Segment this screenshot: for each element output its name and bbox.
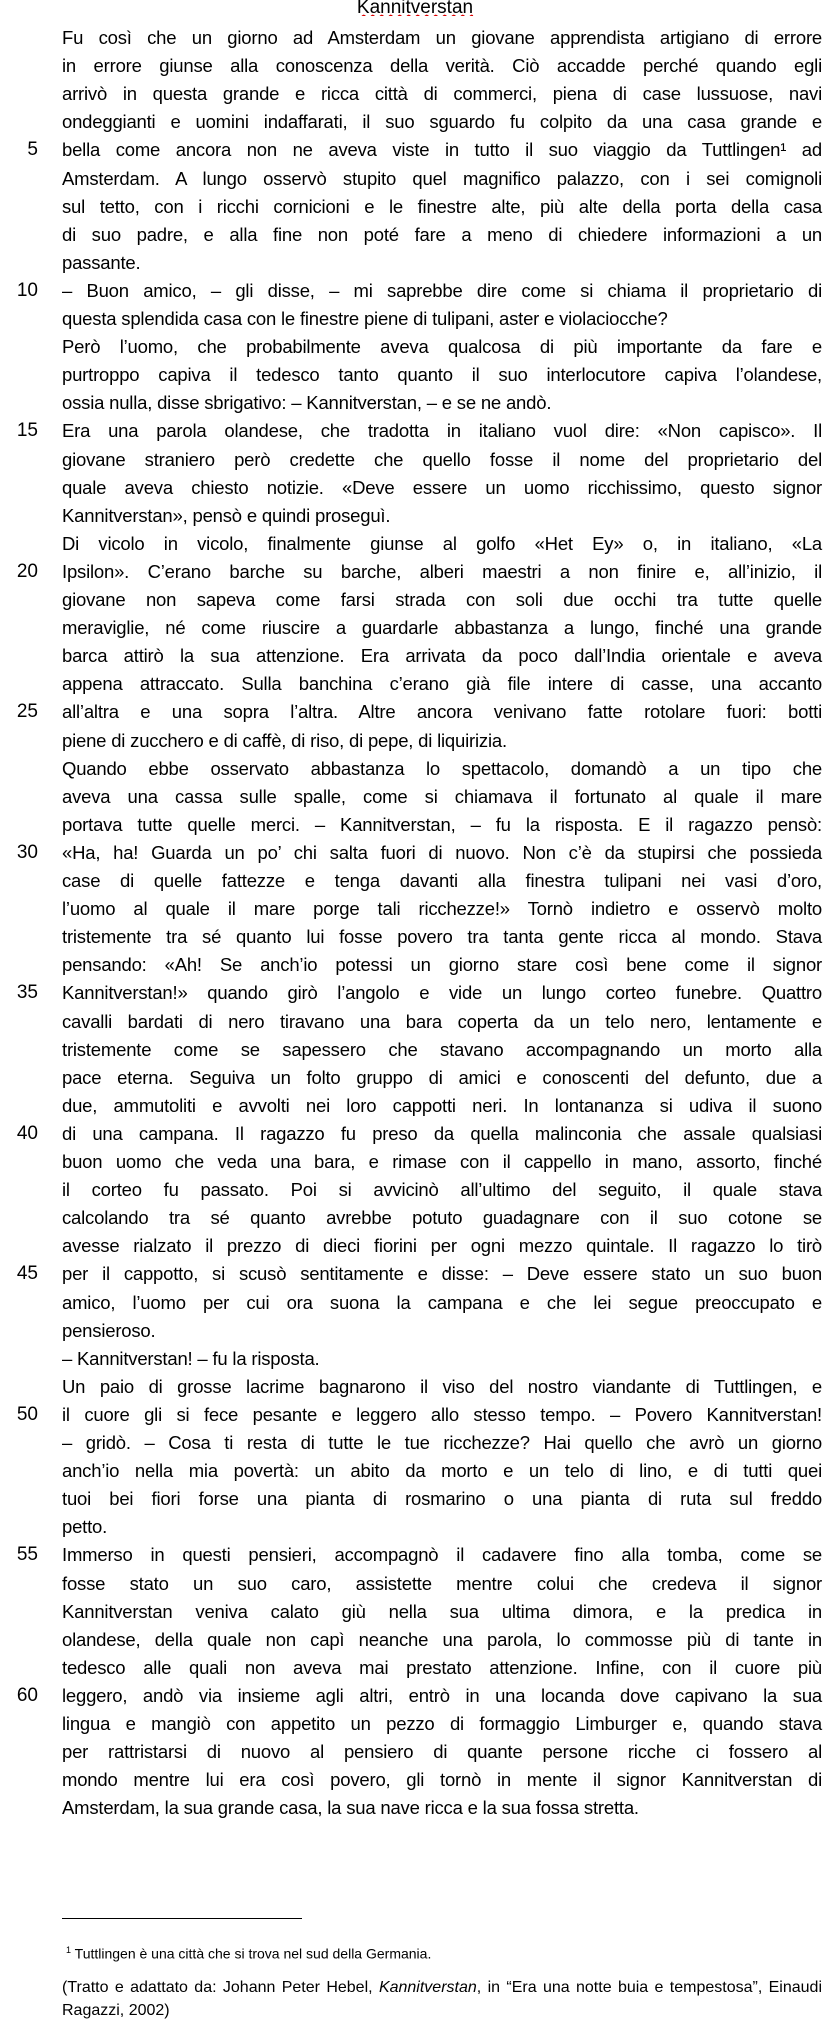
text-line: tuoi bei fiori forse una pianta di rosmarino o una pianta di ruta sul freddo [62,1488,822,1509]
footnote-separator [62,1918,302,1919]
text-line: di una campana. Il ragazzo fu preso da quella malinconia che assale qualsiasi [62,1123,822,1144]
line-number: 45 [16,1263,38,1284]
text-line: – gridò. – Cosa ti resta di tutte le tue ricchezze? Hai quello che avrò un giorno [62,1432,822,1453]
text-line: Un paio di grosse lacrime bagnarono il viso del nostro viandante di Tuttlingen, e [62,1376,822,1397]
text-line: case di quelle fattezze e tenga davanti alla finestra tulipani nei vasi d’oro, [62,870,822,891]
text-line: all’altra e una sopra l’altra. Altre ancora venivano fatte rotolare fuori: botti [62,701,822,722]
text-line: arrivò in questa grande e ricca città di commerci, piena di case lussuose, navi [62,83,822,104]
text-line: passante. [62,252,141,273]
line-number: 20 [16,561,38,582]
title-text: Kannitverstan [356,0,474,16]
text-line: il cuore gli si fece pesante e leggero allo stesso tempo. – Povero Kannitverstan! [62,1404,822,1425]
text-line: sul tetto, con i ricchi cornicioni e le finestre alte, più alte della porta della casa [62,196,822,217]
text-line: meraviglie, né come riuscire a guardarle abbastanza a lungo, finché una grande [62,617,822,638]
text-line: Di vicolo in vicolo, finalmente giunse al golfo «Het Ey» o, in italiano, «La [62,533,822,554]
source-prefix: (Tratto e adattato da: Johann Peter Hebel, [62,1979,379,1996]
text-line: Kannitverstan», pensò e quindi proseguì. [62,505,391,526]
text-line: amico, l’uomo per cui ora suona la campana e che lei segue preoccupato e [62,1292,822,1313]
text-line: petto. [62,1516,108,1537]
text-line: olandese, della quale non capì neanche una parola, lo commosse più di tante in [62,1629,822,1650]
line-number: 15 [16,420,38,441]
line-number: 55 [16,1544,38,1565]
text-line: Quando ebbe osservato abbastanza lo spettacolo, domandò a un tipo che [62,758,822,779]
text-line: ondeggianti e uomini indaffarati, il suo sguardo fu colpito da una casa grande e [62,111,822,132]
text-line: aveva una cassa sulle spalle, come si chiamava il fortunato al quale il mare [62,786,822,807]
line-number: 35 [16,982,38,1003]
text-line: barca attirò la sua attenzione. Era arrivata da poco dall’India orientale e aveva [62,645,822,666]
text-line: cavalli bardati di nero tiravano una bara coperta da un telo nero, lentamente e [62,1011,822,1032]
text-line: bella come ancora non ne aveva viste in tutto il suo viaggio da Tuttlingen¹ ad [62,139,822,160]
text-line: fosse stato un suo caro, assistette mentre colui che credeva il signor [62,1573,822,1594]
text-line: giovane straniero però credette che quello fosse il nome del proprietario del [62,449,822,470]
text-line: quale aveva chiesto notizie. «Deve essere un uomo ricchissimo, questo signor [62,477,822,498]
text-line: pensieroso. [62,1320,156,1341]
text-line: tristemente come se sapessero che stavano accompagnando un morto alla [62,1039,822,1060]
source-work-title: Kannitverstan [378,1979,477,1996]
text-line: purtroppo capiva il tedesco tanto quanto il suo interlocutore capiva l’olandese, [62,364,822,385]
text-line: due, ammutoliti e avvolti nei loro cappotti neri. In lontananza si udiva il suono [62,1095,822,1116]
text-line: Kannitverstan!» quando girò l’angolo e vide un lungo corteo funebre. Quattro [62,982,822,1003]
text-line: pace eterna. Seguiva un folto gruppo di amici e conoscenti del defunto, due a [62,1067,822,1088]
text-line: di suo padre, e alla fine non poté fare a meno di chiedere informazioni a un [62,224,822,245]
text-line: in errore giunse alla conoscenza della verità. Ciò accadde perché quando egli [62,55,822,76]
source-citation [62,1976,822,2022]
text-line: portava tutte quelle merci. – Kannitverstan, – fu la risposta. E il ragazzo pensò: [62,814,822,835]
text-line: Però l’uomo, che probabilmente aveva qualcosa di più importante da fare e [62,336,822,357]
text-line: calcolando tra sé quanto avrebbe potuto guadagnare con il suo cotone se [62,1207,822,1228]
text-line: mondo mentre lui era così povero, gli tornò in mente il signor Kannitverstan di [62,1769,822,1790]
text-line: lingua e mangiò con appetito un pezzo di formaggio Limburger e, quando stava [62,1713,822,1734]
text-line: l’uomo al quale il mare porge tali ricchezze!» Tornò indietro e osservò molto [62,898,822,919]
text-line: giovane non sapeva come farsi strada con soli due occhi tra tutte quelle [62,589,822,610]
text-line: – Kannitverstan! – fu la risposta. [62,1348,320,1369]
line-number: 5 [27,139,38,160]
text-line: Ipsilon». C’erano barche su barche, alberi maestri a non finire e, all’inizio, il [62,561,822,582]
text-line: buon uomo che veda una bara, e rimase con il cappello in mano, assorto, finché [62,1151,822,1172]
text-line: per rattristarsi di nuovo al pensiero di quante persone ricche ci fossero al [62,1741,822,1762]
text-line: Era una parola olandese, che tradotta in italiano vuol dire: «Non capisco». Il [62,420,822,441]
line-number: 60 [16,1685,38,1706]
text-line: tedesco alle quali non aveva mai prestato attenzione. Infine, con il cuore più [62,1657,822,1678]
text-line: questa splendida casa con le finestre piene di tulipani, aster e violaciocche? [62,308,668,329]
text-line: ossia nulla, disse sbrigativo: – Kannitverstan, – e se ne andò. [62,392,552,413]
line-number: 30 [16,842,38,863]
text-line: Immerso in questi pensieri, accompagnò il cadavere fino alla tomba, come se [62,1544,822,1565]
line-number: 10 [16,280,38,301]
text-line: Amsterdam, la sua grande casa, la sua nave ricca e la sua fossa stretta. [62,1797,639,1818]
text-line: anch’io nella mia povertà: un abito da morto e un telo di lino, e di tutti quei [62,1460,822,1481]
text-line: Amsterdam. A lungo osservò stupito quel magnifico palazzo, con i sei comignoli [62,168,822,189]
text-line: avesse rialzato il prezzo di dieci fiorini per ogni mezzo quintale. Il ragazzo lo tirò [62,1235,822,1256]
text-line: per il cappotto, si scusò sentitamente e disse: – Deve essere stato un suo buon [62,1263,822,1284]
text-line: il corteo fu passato. Poi si avvicinò all’ultimo del seguito, il quale stava [62,1179,822,1200]
text-line: «Ha, ha! Guarda un po’ chi salta fuori di nuovo. Non c’è da stupirsi che possieda [62,842,822,863]
line-number: 50 [16,1404,38,1425]
text-line: Fu così che un giorno ad Amsterdam un giovane apprendista artigiano di errore [62,27,822,48]
footnote [66,1940,431,1964]
document-title [0,0,830,16]
text-line: pensando: «Ah! Se anch’io potessi un giorno stare così bene come il signor [62,954,822,975]
line-number: 25 [16,701,38,722]
text-line: leggero, andò via insieme agli altri, entrò in una locanda dove capivano la sua [62,1685,822,1706]
footnote-marker: 1 [66,1945,72,1955]
text-line: piene di zucchero e di caffè, di riso, di pepe, di liquirizia. [62,730,507,751]
text-line: tristemente tra sé quanto lui fosse povero tra tanta gente ricca al mondo. Stava [62,926,822,947]
text-line: – Buon amico, – gli disse, – mi saprebbe dire come si chiama il proprietario di [62,280,822,301]
source-suffix: , in “Era una notte buia e tempestosa”, Einaudi Ragazzi, 2002) [62,1979,822,2019]
text-line: appena attraccato. Sulla banchina c’erano già file intere di casse, una accanto [62,673,822,694]
footnote-text: Tuttlingen è una città che si trova nel sud della Germania. [74,1945,432,1962]
line-number: 40 [16,1123,38,1144]
text-line: Kannitverstan veniva calato giù nella sua ultima dimora, e la predica in [62,1601,822,1622]
